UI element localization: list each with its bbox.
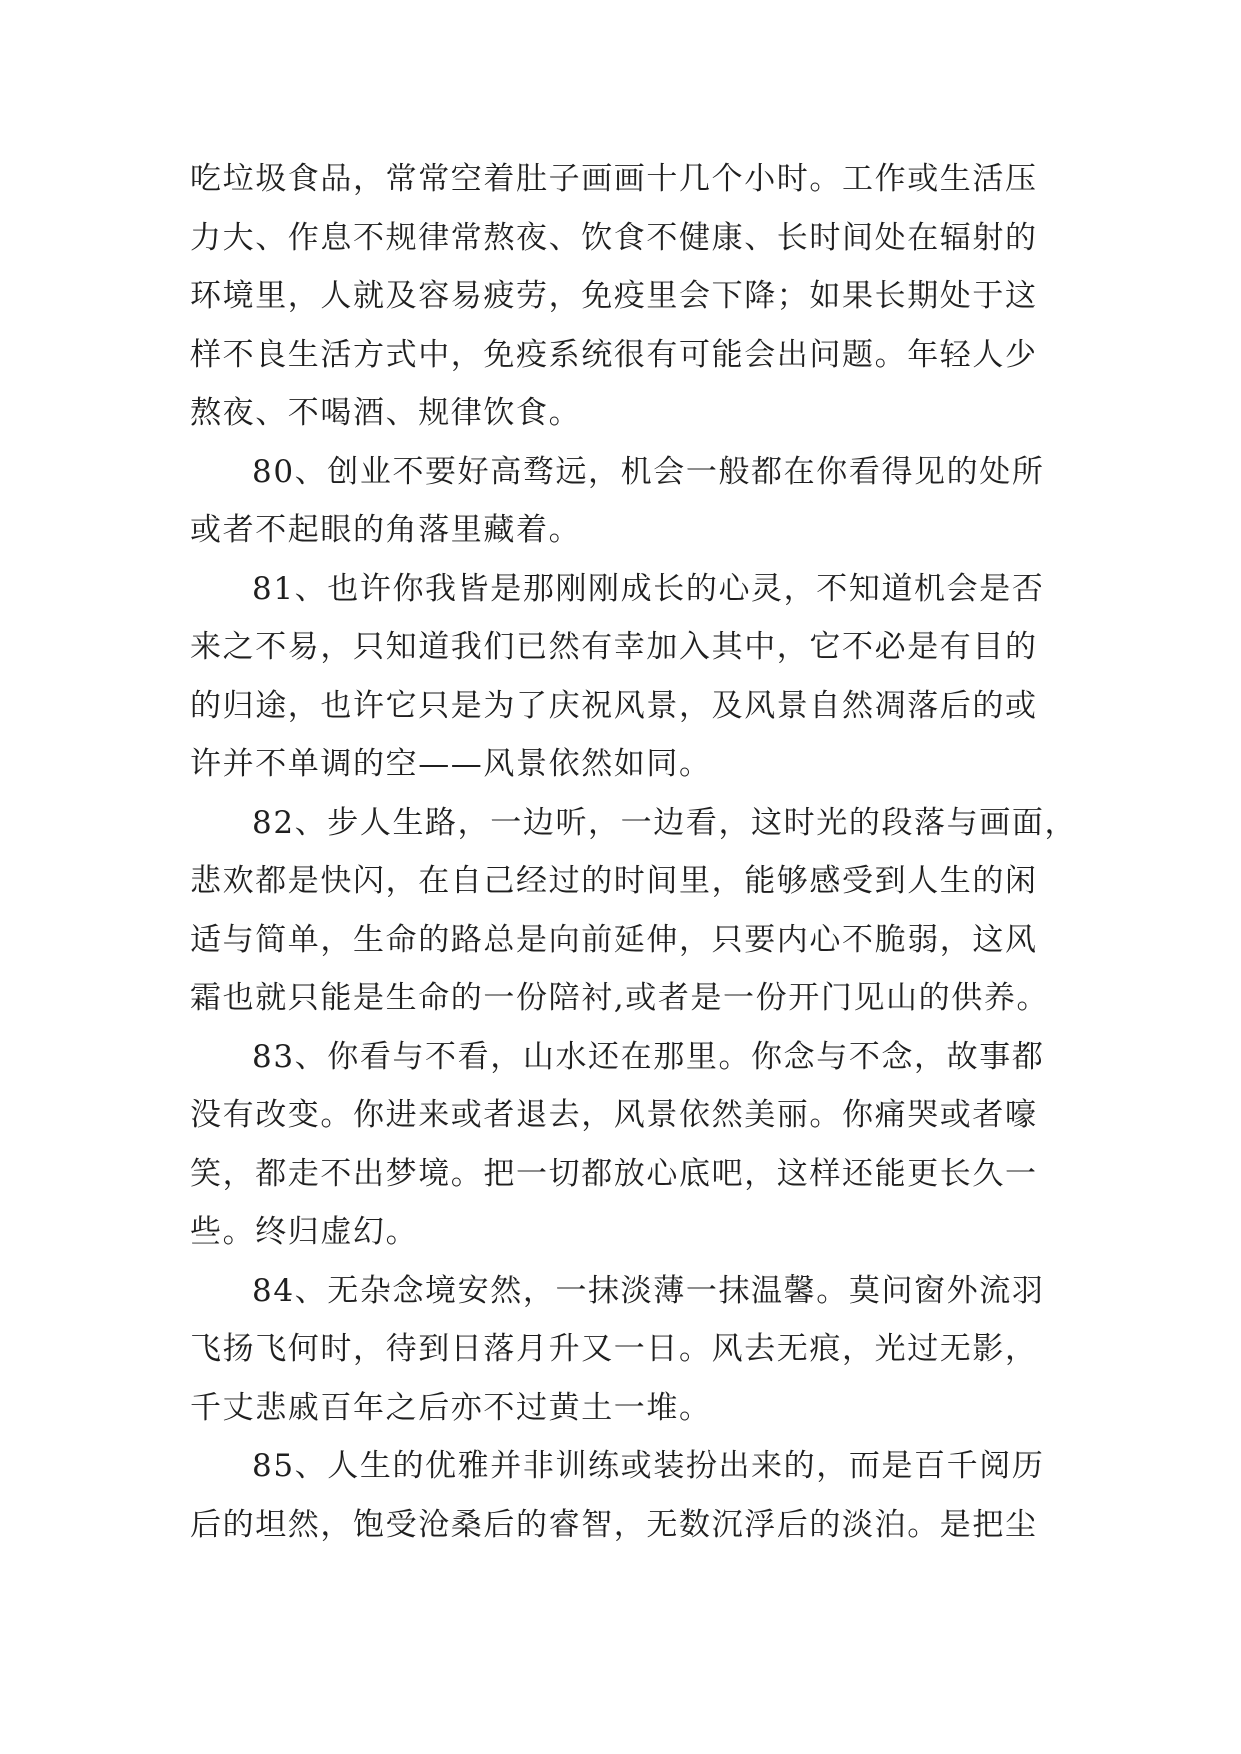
text-line: 或者不起眼的角落里藏着。 bbox=[190, 512, 582, 548]
text-line: 霜也就只能是生命的一份陪衬,或者是一份开门见山的供养。 bbox=[190, 980, 1050, 1016]
text-line: 悲欢都是快闪，在自己经过的时间里，能够感受到人生的闲 bbox=[190, 863, 1038, 899]
text-line: 85、人生的优雅并非训练或装扮出来的，而是百千阅历 bbox=[252, 1448, 1045, 1484]
paragraph-80 bbox=[190, 443, 1060, 560]
text-line: 些。终归虚幻。 bbox=[190, 1214, 419, 1250]
text-line: 环境里，人就及容易疲劳，免疫里会下降；如果长期处于这 bbox=[190, 278, 1038, 314]
text-line: 没有改变。你进来或者退去，风景依然美丽。你痛哭或者嚎 bbox=[190, 1097, 1038, 1133]
text-line: 80、创业不要好高骛远，机会一般都在你看得见的处所 bbox=[252, 453, 1045, 490]
text-line: 适与简单，生命的路总是向前延伸，只要内心不脆弱，这风 bbox=[190, 921, 1038, 958]
text-line: 许并不单调的空——风景依然如同。 bbox=[190, 746, 712, 782]
text-line: 的归途，也许它只是为了庆祝风景，及风景自然凋落后的或 bbox=[190, 687, 1038, 724]
text-line: 82、步人生路，一边听，一边看，这时光的段落与画面， bbox=[252, 804, 1078, 841]
document-body bbox=[190, 150, 1078, 1554]
text-line: 样不良生活方式中，免疫系统很有可能会出问题。年轻人少 bbox=[190, 336, 1038, 373]
text-line: 来之不易，只知道我们已然有幸加入其中，它不必是有目的 bbox=[190, 629, 1038, 665]
text-line: 千丈悲戚百年之后亦不过黄土一堆。 bbox=[190, 1389, 712, 1426]
paragraph-83 bbox=[190, 1028, 1060, 1262]
text-line: 后的坦然，饱受沧桑后的睿智，无数沉浮后的淡泊。是把尘 bbox=[190, 1506, 1038, 1543]
paragraph-81 bbox=[190, 560, 1060, 794]
paragraph-84 bbox=[190, 1262, 1060, 1438]
paragraph-85 bbox=[190, 1437, 1060, 1554]
text-line: 84、无杂念境安然，一抹淡薄一抹温馨。莫问窗外流羽 bbox=[252, 1272, 1045, 1309]
text-line: 笑，都走不出梦境。把一切都放心底吧，这样还能更长久一 bbox=[190, 1155, 1038, 1192]
paragraph-79-continued bbox=[190, 150, 1060, 443]
text-line: 吃垃圾食品，常常空着肚子画画十几个小时。工作或生活压 bbox=[190, 161, 1038, 197]
text-line: 81、也许你我皆是那刚刚成长的心灵，不知道机会是否 bbox=[252, 570, 1045, 607]
text-line: 83、你看与不看，山水还在那里。你念与不念，故事都 bbox=[252, 1038, 1045, 1075]
text-line: 力大、作息不规律常熬夜、饮食不健康、长时间处在辐射的 bbox=[190, 219, 1038, 256]
text-line: 飞扬飞何时，待到日落月升又一日。风去无痕，光过无影， bbox=[190, 1331, 1038, 1367]
paragraph-82 bbox=[190, 794, 1078, 1028]
text-line: 熬夜、不喝酒、规律饮食。 bbox=[190, 395, 582, 431]
